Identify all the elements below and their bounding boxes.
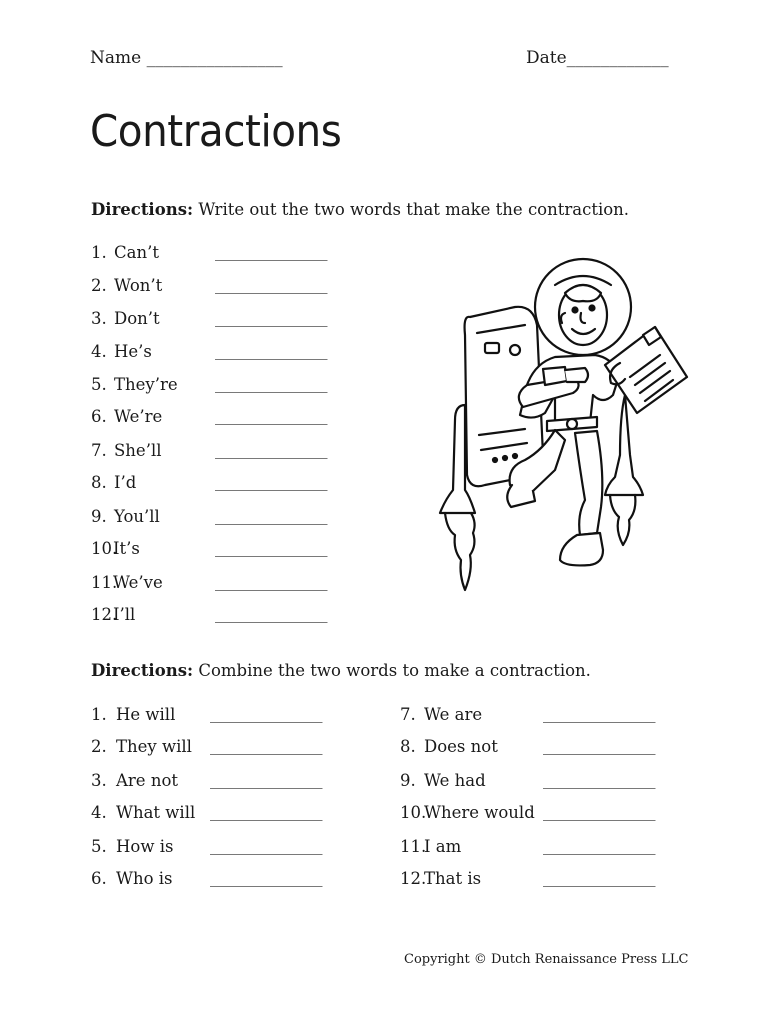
word-pair: How is: [116, 837, 174, 856]
section2-directions: [91, 661, 591, 680]
contraction-word: Can’t: [114, 243, 159, 262]
answer-blank[interactable]: _______________: [543, 803, 656, 821]
answer-blank[interactable]: _______________: [215, 276, 328, 294]
directions-label: Directions:: [91, 661, 194, 680]
item-number: 2.: [91, 276, 107, 295]
word-pair: Where would: [424, 803, 535, 822]
contraction-word: I’ll: [113, 605, 136, 624]
answer-blank[interactable]: _______________: [210, 869, 323, 887]
word-pair: That is: [424, 869, 482, 888]
item-number: 10.: [400, 803, 427, 822]
answer-blank[interactable]: _______________: [215, 441, 328, 459]
date-field-label: Date____________: [526, 48, 669, 68]
astronaut-with-clipboard-icon: [415, 245, 695, 625]
answer-blank[interactable]: _______________: [215, 309, 328, 327]
answer-blank[interactable]: _______________: [210, 705, 323, 723]
item-number: 5.: [91, 837, 107, 856]
name-field-label: Name ________________: [90, 48, 283, 68]
answer-blank[interactable]: _______________: [543, 771, 656, 789]
word-pair: Does not: [424, 737, 498, 756]
directions-text: Combine the two words to make a contraction.: [193, 661, 591, 680]
item-number: 11.: [400, 837, 427, 856]
word-pair: Who is: [116, 869, 173, 888]
contraction-word: You’ll: [114, 507, 160, 526]
answer-blank[interactable]: _______________: [543, 837, 656, 855]
item-number: 10.: [91, 539, 118, 558]
item-number: 8.: [91, 473, 107, 492]
answer-blank[interactable]: _______________: [210, 837, 323, 855]
item-number: 3.: [91, 771, 107, 790]
contraction-word: They’re: [114, 375, 178, 394]
word-pair: Are not: [116, 771, 179, 790]
contraction-word: She’ll: [114, 441, 162, 460]
answer-blank[interactable]: _______________: [215, 243, 328, 261]
answer-blank[interactable]: _______________: [543, 705, 656, 723]
contraction-word: It’s: [113, 539, 140, 558]
item-number: 6.: [91, 869, 107, 888]
section1-directions: [91, 200, 629, 219]
answer-blank[interactable]: _______________: [215, 573, 328, 591]
directions-label: Directions:: [91, 200, 194, 219]
item-number: 1.: [91, 705, 107, 724]
contraction-word: Won’t: [114, 276, 163, 295]
word-pair: They will: [116, 737, 192, 756]
word-pair: What will: [116, 803, 196, 822]
item-number: 7.: [400, 705, 416, 724]
answer-blank[interactable]: _______________: [210, 771, 323, 789]
item-number: 11.: [91, 573, 118, 592]
contraction-word: We’re: [114, 407, 163, 426]
contraction-word: I’d: [114, 473, 137, 492]
answer-blank[interactable]: _______________: [210, 803, 323, 821]
page-title: Contractions: [90, 106, 342, 157]
item-number: 5.: [91, 375, 107, 394]
item-number: 1.: [91, 243, 107, 262]
answer-blank[interactable]: _______________: [215, 342, 328, 360]
word-pair: We had: [424, 771, 486, 790]
copyright-notice: Copyright © Dutch Renaissance Press LLC: [404, 952, 689, 967]
answer-blank[interactable]: _______________: [543, 737, 656, 755]
answer-blank[interactable]: _______________: [215, 407, 328, 425]
answer-blank[interactable]: _______________: [215, 605, 328, 623]
answer-blank[interactable]: _______________: [215, 507, 328, 525]
contraction-word: He’s: [114, 342, 152, 361]
item-number: 7.: [91, 441, 107, 460]
contraction-word: We’ve: [113, 573, 163, 592]
item-number: 12.: [400, 869, 427, 888]
contraction-word: Don’t: [114, 309, 160, 328]
answer-blank[interactable]: _______________: [215, 473, 328, 491]
item-number: 4.: [91, 803, 107, 822]
answer-blank[interactable]: _______________: [215, 539, 328, 557]
item-number: 8.: [400, 737, 416, 756]
word-pair: We are: [424, 705, 483, 724]
item-number: 3.: [91, 309, 107, 328]
item-number: 12.: [91, 605, 118, 624]
answer-blank[interactable]: _______________: [210, 737, 323, 755]
item-number: 9.: [91, 507, 107, 526]
answer-blank[interactable]: _______________: [543, 869, 656, 887]
word-pair: I am: [424, 837, 462, 856]
item-number: 4.: [91, 342, 107, 361]
item-number: 9.: [400, 771, 416, 790]
item-number: 6.: [91, 407, 107, 426]
answer-blank[interactable]: _______________: [215, 375, 328, 393]
item-number: 2.: [91, 737, 107, 756]
word-pair: He will: [116, 705, 176, 724]
directions-text: Write out the two words that make the contraction.: [193, 200, 630, 219]
